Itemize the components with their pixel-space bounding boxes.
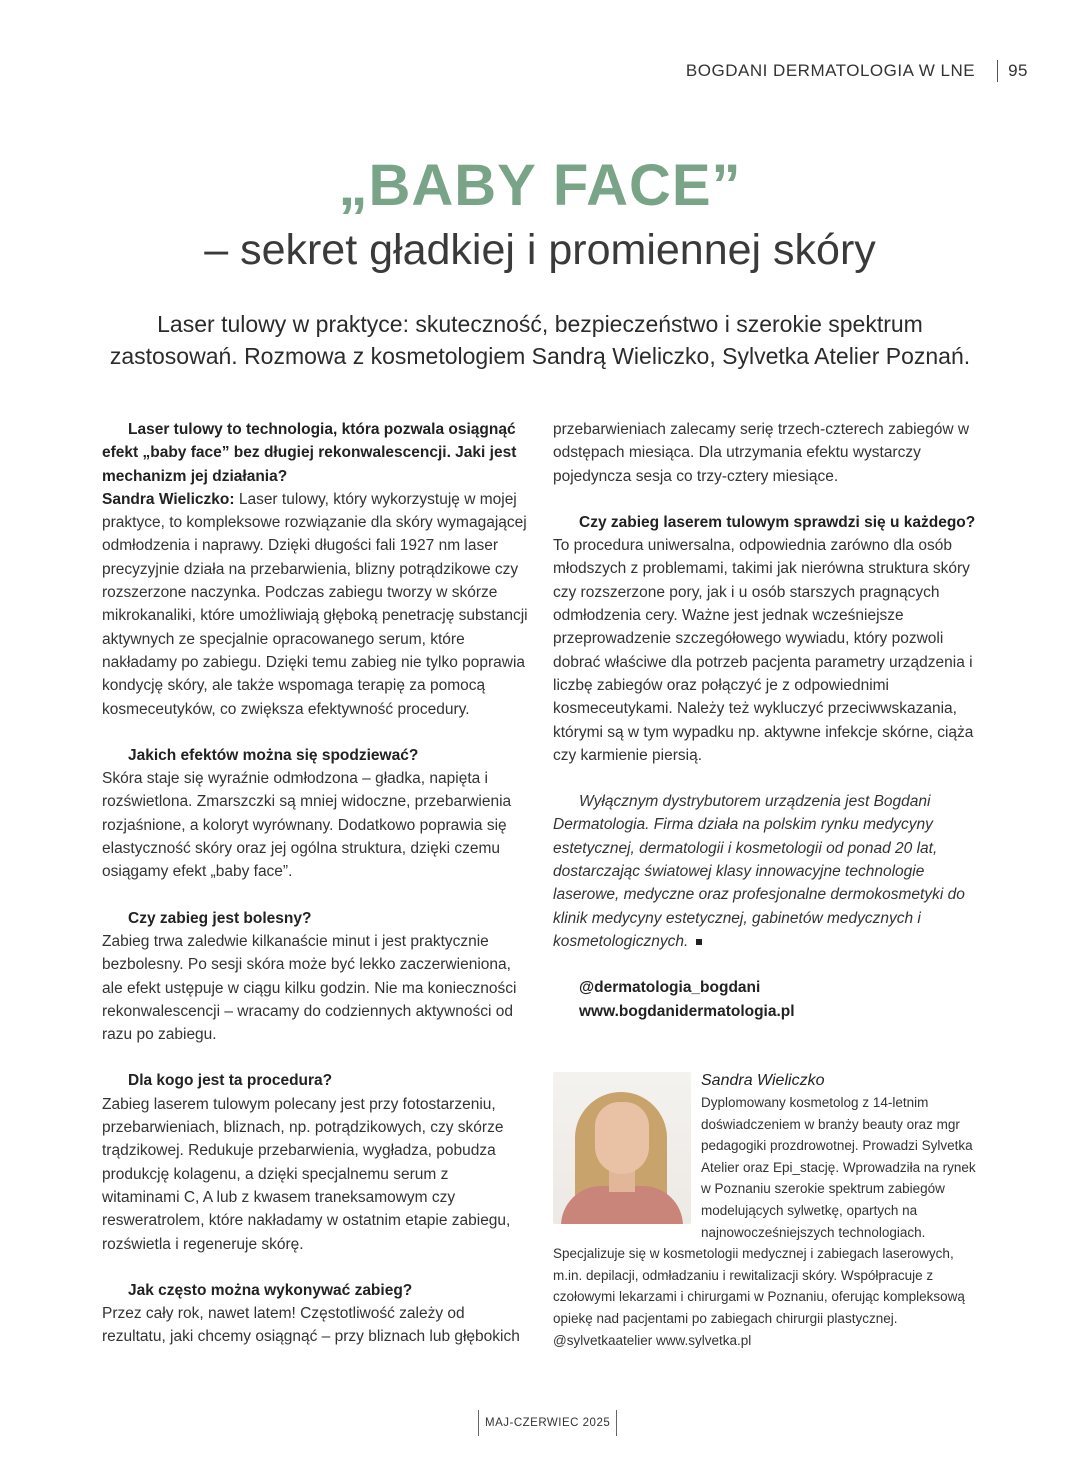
article-title: „BABY FACE” [338,153,742,218]
question-1: Laser tulowy to technologia, która pozwala osiągnąć efekt „baby face” bez długiej rekonwalescencji. Jaki jest mechanizm jej działania? [102,421,517,485]
question-6: Czy zabieg laserem tulowym sprawdzi się u każdego? [579,513,976,531]
question-2: Jakich efektów można się spodziewać? [128,746,419,764]
answer-5-continued: przebarwieniach zalecamy serię trzech-czterech zabiegów w odstępach miesiąca. Dla utrzymania efektu wystarczy pojedyncza sesja co trzy-cztery miesiące. [553,421,970,485]
answer-2: Skóra staje się wyraźnie odmłodzona – gładka, napięta i rozświetlona. Zmarszczki są mniej widoczne, przebarwienia rozjaśnione, a koloryt wyrównany. Dodatkowo poprawia się elastyczność skóry oraz jej ogólna struktura, dzięki czemu osiągamy efekt „baby face”. [102,770,512,881]
answer-1 [102,488,530,721]
answer-6: To procedura uniwersalna, odpowiednia zarówno dla osób młodszych z problemami, takimi jak nierówna struktura skóry czy rozszerzone pory, jak i u osób starszych pragnących odmłodzenia cery. Ważne jest jednak wcześniejsze przeprowadzenie szczegółowego wywiadu, który pozwoli dobrać właściwe dla potrzeb pacjenta parametry urządzenia i liczbę zabiegów oraz połączyć je z odpowiednimi kosmeceutykami. Należy też wykluczyć przeciwwskazania, którymi są w tym wypadku np. aktywne infekcje skórne, ciąża czy karmienie piersią. [553,537,974,764]
lead-paragraph [80,308,1000,372]
question-5: Jak często można wykonywać zabieg? [128,1281,413,1299]
distributor-note [553,790,981,953]
end-mark-icon [696,939,702,945]
article-subtitle: – sekret gładkiej i promiennej skóry [204,226,876,274]
page-number: 95 [1008,61,1028,80]
right-column [553,418,981,1023]
author-bio [553,1070,983,1351]
question-3: Czy zabieg jest bolesny? [128,909,312,927]
answer-1-text: Laser tulowy, który wykorzystuję w mojej praktyce, to kompleksowe rozwiązanie dla skóry wymagającej odmłodzenia i naprawy. Dzięki długości fali 1927 nm laser precyzyjnie działa na przebarwienia, blizny potrądzikowe czy rozszerzone naczynka. Podczas zabiegu tworzy w skórze mikrokanaliki, które umożliwiają głęboką penetrację substancji aktywnych ze specjalnie opracowanego serum, które nakładamy po zabiegu. Dzięki temu zabieg nie tylko poprawia kondycję skóry, ale także wspomaga terapię za pomocą kosmeceutyków, co zwiększa efektywność procedury. [102,490,528,718]
speaker-name: Sandra Wieliczko: [102,490,235,508]
author-photo [553,1072,691,1224]
running-head [686,60,1028,82]
answer-5: Przez cały rok, nawet latem! Częstotliwość zależy od rezultatu, jaki chcemy osiągnąć – przy bliznach lub głębokich [102,1305,520,1346]
distributor-note-text: Wyłącznym dystrybutorem urządzenia jest Bogdani Dermatologia. Firma działa na polskim rynku medycyny estetycznej, dermatologii i kosmetologii od ponad 20 lat, dostarczając światowej klasy innowacyjne technologie laserowe, medyczne oraz profesjonalne dermokosmetyki do klinik medycyny estetycznej, gabinetów medycznych i kosmetologicznych. [553,793,965,950]
bio-text: Dyplomowany kosmetolog z 14-letnim doświadczeniem w branży beauty oraz mgr pedagogiki prozdrowotnej. Prowadzi Sylvetka Atelier oraz Epi_stację. Wprowadziła na rynek w Poznaniu szerokie spektrum zabiegów modelujących sylwetkę, opartych na najnowocześniejszych technologiach. Specjalizuje się w kosmetologii medycznej i zabiegach laserowych, m.in. depilacji, odmładzaniu i rewitalizacji skóry. Współpracuje z czołowymi lekarzami i chirurgami w Poznaniu, oferując kompleksową opiekę nad pacjentami po zabiegach chirurgii plastycznej. [553,1095,976,1326]
question-4: Dla kogo jest ta procedura? [128,1072,333,1090]
bio-social[interactable]: @sylvetkaatelier www.sylvetka.pl [553,1332,752,1348]
answer-4: Zabieg laserem tulowym polecany jest przy fotostarzeniu, przebarwieniach, bliznach, np. potrądzikowych, czy skórze trądzikowej. Redukuje przebarwienia, wygładza, pobudza produkcję kolagenu, a dzięki specjalnemu serum z witaminami C, A lub z kwasem traneksamowym czy resweratrolem, które nakładamy w ostatnim etapie zabiegu, rozświetla i regeneruje skórę. [102,1095,511,1253]
footer-divider-right [616,1410,617,1436]
lead-line-2: zastosowań. Rozmowa z kosmetologiem Sandrą Wieliczko, Sylvetka Atelier Poznań. [109,343,971,369]
divider [997,60,998,82]
bio-name: Sandra Wieliczko [701,1072,825,1089]
answer-3: Zabieg trwa zaledwie kilkanaście minut i jest praktycznie bezbolesny. Po sesji skóra może być lekko zaczerwieniona, ale efekt ustępuje w ciągu kilku godzin. Nie ma konieczności rekonwalescencji – wracamy do codziennych aktywności od razu po zabiegu. [102,932,517,1044]
issue-label: MAJ-CZERWIEC 2025 [485,1417,611,1429]
section-title: BOGDANI DERMATOLOGIA W LNE [685,61,976,80]
instagram-handle[interactable]: @dermatologia_bogdani [579,979,761,997]
footer [478,1410,617,1436]
website-link[interactable]: www.bogdanidermatologia.pl [579,1002,795,1020]
left-column [102,418,530,1349]
lead-line-1: Laser tulowy w praktyce: skuteczność, bezpieczeństwo i szerokie spektrum [157,311,923,337]
